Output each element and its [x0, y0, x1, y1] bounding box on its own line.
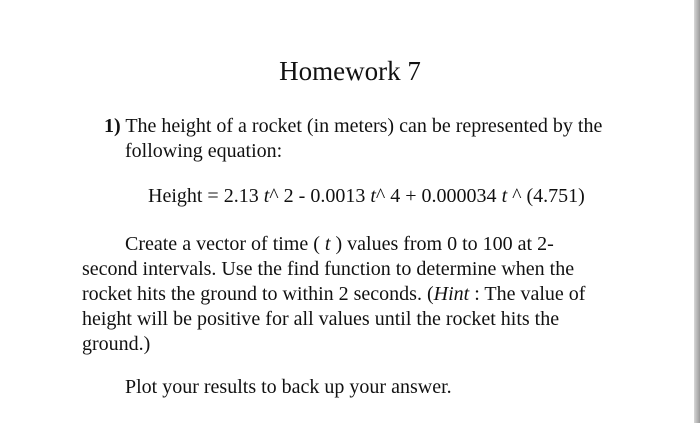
plot-instruction: Plot your results to back up your answer. — [125, 376, 452, 398]
instructions-paragraph — [82, 232, 622, 357]
problem-line-1: The height of a rocket (in meters) can be represented by the — [125, 115, 603, 137]
instructions-line-1: Create a vector of time ( t ) values from 0 to 100 at 2- — [125, 233, 554, 255]
instructions-line-4: height will be positive for all values until the rocket hits the — [82, 308, 560, 330]
instructions-line-5: ground.) — [82, 333, 151, 355]
page-title: Homework 7 — [279, 56, 421, 86]
instructions-line-3: rocket hits the ground to within 2 seconds. (Hint : The value of — [82, 283, 586, 305]
page-edge — [694, 0, 700, 423]
problem-line-2: following equation: — [125, 140, 283, 162]
instructions-line-2: second intervals. Use the find function to determine when the — [82, 258, 575, 280]
equation-var-t: t — [370, 185, 376, 207]
equation-var-t: t — [501, 185, 508, 207]
height-equation — [148, 184, 585, 209]
equation-lhs: Height = 2.13 — [148, 185, 264, 207]
problem-number: 1) — [104, 115, 121, 137]
equation-var-t: t — [263, 185, 270, 207]
equation-part-1: ^ 2 - 0.0013 — [269, 185, 371, 207]
equation-part-2: ^ 4 + 0.000034 — [375, 185, 502, 207]
problem-statement — [104, 114, 644, 164]
equation-part-3: ^ (4.751) — [507, 185, 585, 207]
